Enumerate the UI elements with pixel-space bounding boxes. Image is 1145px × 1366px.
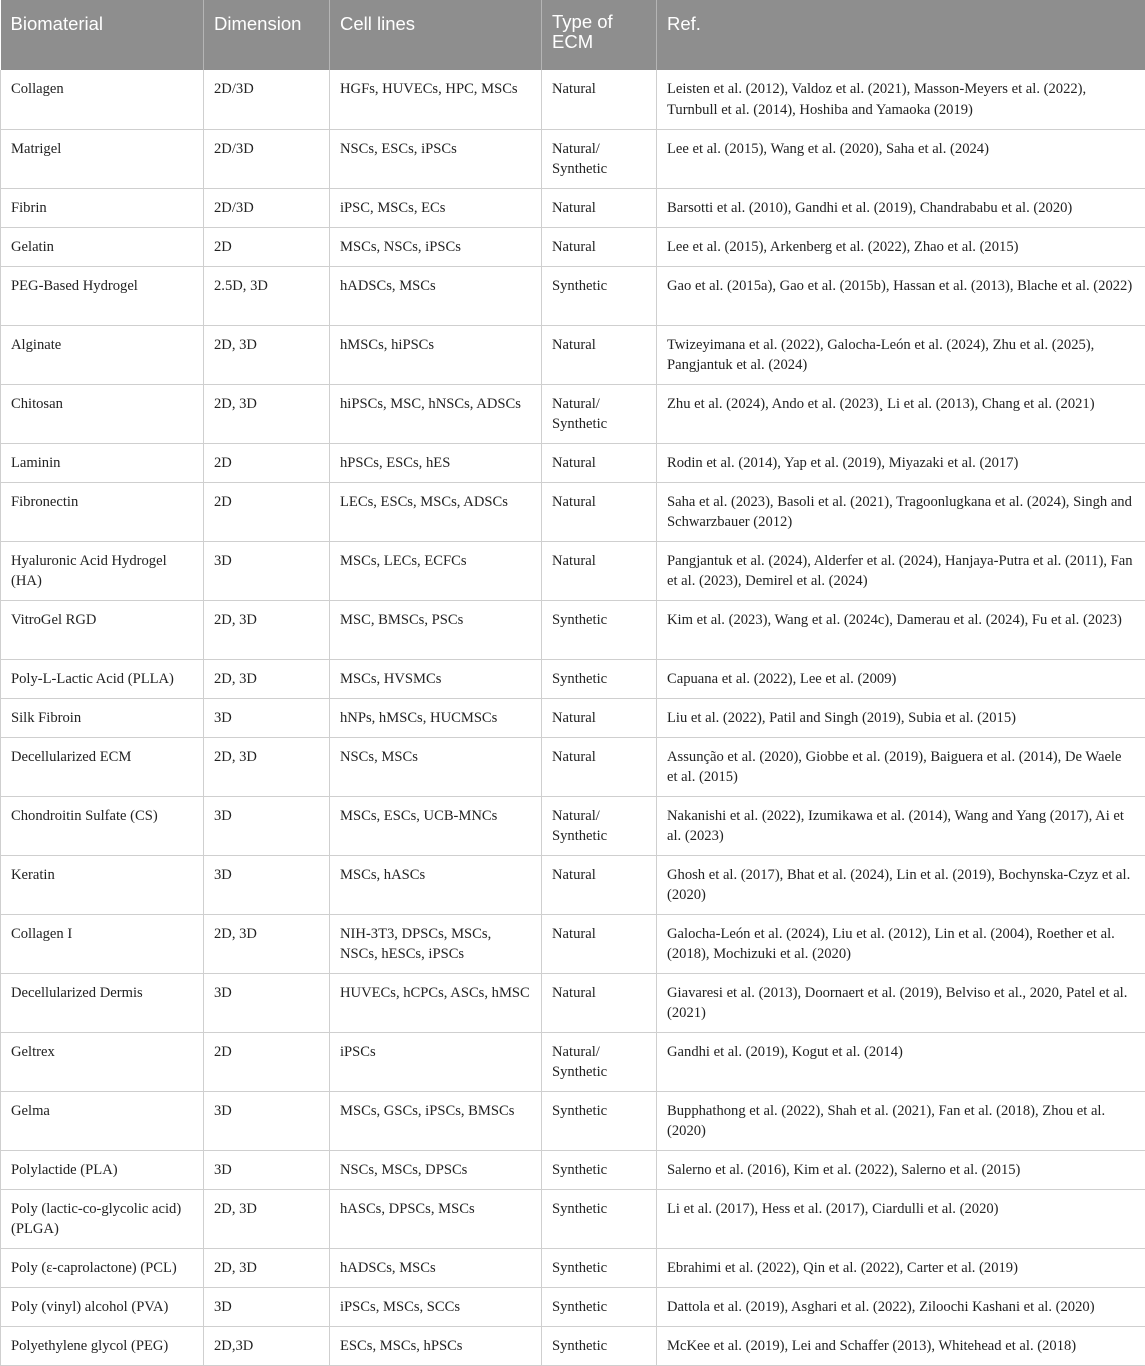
cell-biomaterial: Polylactide (PLA) <box>1 1150 204 1189</box>
cell-cell-lines: hPSCs, ESCs, hES <box>330 443 542 482</box>
table-body <box>1 70 1145 1365</box>
cell-ref: Twizeyimana et al. (2022), Galocha-León et al. (2024), Zhu et al. (2025), Pangjantuk et al. (2024) <box>657 325 1145 384</box>
cell-biomaterial: Gelatin <box>1 227 204 266</box>
cell-type-of-ecm: Synthetic <box>542 600 657 659</box>
cell-type-of-ecm: Synthetic <box>542 266 657 325</box>
header-type-of-ecm: Type of ECM <box>542 0 657 70</box>
cell-biomaterial: Fibrin <box>1 188 204 227</box>
table-row <box>1 737 1145 796</box>
cell-type-of-ecm: Synthetic <box>542 659 657 698</box>
cell-type-of-ecm: Natural/ Synthetic <box>542 129 657 188</box>
cell-dimension: 3D <box>204 796 330 855</box>
header-dimension: Dimension <box>204 0 330 70</box>
cell-cell-lines: hiPSCs, MSC, hNSCs, ADSCs <box>330 384 542 443</box>
cell-cell-lines: HUVECs, hCPCs, ASCs, hMSC <box>330 973 542 1032</box>
cell-cell-lines: hNPs, hMSCs, HUCMSCs <box>330 698 542 737</box>
cell-type-of-ecm: Natural/ Synthetic <box>542 1032 657 1091</box>
cell-cell-lines: ESCs, MSCs, hPSCs <box>330 1326 542 1365</box>
cell-biomaterial: Collagen I <box>1 914 204 973</box>
cell-type-of-ecm: Natural <box>542 482 657 541</box>
cell-biomaterial: Poly-L-Lactic Acid (PLLA) <box>1 659 204 698</box>
cell-ref: Kim et al. (2023), Wang et al. (2024c), Damerau et al. (2024), Fu et al. (2023) <box>657 600 1145 659</box>
cell-biomaterial: Decellularized ECM <box>1 737 204 796</box>
cell-ref: Ebrahimi et al. (2022), Qin et al. (2022), Carter et al. (2019) <box>657 1248 1145 1287</box>
cell-ref: Liu et al. (2022), Patil and Singh (2019), Subia et al. (2015) <box>657 698 1145 737</box>
cell-type-of-ecm: Natural/ Synthetic <box>542 384 657 443</box>
cell-ref: Gao et al. (2015a), Gao et al. (2015b), Hassan et al. (2013), Blache et al. (2022) <box>657 266 1145 325</box>
cell-ref: Galocha-León et al. (2024), Liu et al. (2012), Lin et al. (2004), Roether et al. (2018), Mochizuki et al. (2020) <box>657 914 1145 973</box>
cell-dimension: 2D/3D <box>204 129 330 188</box>
table-row <box>1 659 1145 698</box>
cell-dimension: 2D,3D <box>204 1326 330 1365</box>
cell-dimension: 3D <box>204 973 330 1032</box>
cell-cell-lines: iPSC, MSCs, ECs <box>330 188 542 227</box>
table-row <box>1 698 1145 737</box>
cell-biomaterial: Poly (lactic-co-glycolic acid) (PLGA) <box>1 1189 204 1248</box>
cell-ref: Ghosh et al. (2017), Bhat et al. (2024), Lin et al. (2019), Bochynska-Czyz et al. (2020) <box>657 855 1145 914</box>
cell-biomaterial: Fibronectin <box>1 482 204 541</box>
cell-ref: Rodin et al. (2014), Yap et al. (2019), Miyazaki et al. (2017) <box>657 443 1145 482</box>
cell-type-of-ecm: Natural <box>542 541 657 600</box>
cell-cell-lines: hADSCs, MSCs <box>330 266 542 325</box>
cell-cell-lines: iPSCs <box>330 1032 542 1091</box>
cell-ref: Saha et al. (2023), Basoli et al. (2021), Tragoonlugkana et al. (2024), Singh and Schwarzbauer (2012) <box>657 482 1145 541</box>
cell-biomaterial: Geltrex <box>1 1032 204 1091</box>
cell-cell-lines: NIH-3T3, DPSCs, MSCs, NSCs, hESCs, iPSCs <box>330 914 542 973</box>
cell-type-of-ecm: Natural <box>542 188 657 227</box>
cell-biomaterial: VitroGel RGD <box>1 600 204 659</box>
cell-dimension: 2D <box>204 443 330 482</box>
header-row <box>1 0 1145 70</box>
cell-cell-lines: MSCs, GSCs, iPSCs, BMSCs <box>330 1091 542 1150</box>
cell-ref: Assunção et al. (2020), Giobbe et al. (2019), Baiguera et al. (2014), De Waele et al. (2015) <box>657 737 1145 796</box>
cell-type-of-ecm: Natural <box>542 973 657 1032</box>
cell-dimension: 2D, 3D <box>204 325 330 384</box>
cell-type-of-ecm: Synthetic <box>542 1248 657 1287</box>
cell-type-of-ecm: Natural <box>542 70 657 129</box>
cell-dimension: 2D <box>204 227 330 266</box>
cell-ref: Lee et al. (2015), Arkenberg et al. (2022), Zhao et al. (2015) <box>657 227 1145 266</box>
cell-biomaterial: Alginate <box>1 325 204 384</box>
cell-biomaterial: Chitosan <box>1 384 204 443</box>
cell-ref: Lee et al. (2015), Wang et al. (2020), Saha et al. (2024) <box>657 129 1145 188</box>
cell-cell-lines: NSCs, ESCs, iPSCs <box>330 129 542 188</box>
cell-cell-lines: MSC, BMSCs, PSCs <box>330 600 542 659</box>
cell-type-of-ecm: Synthetic <box>542 1091 657 1150</box>
cell-ref: Gandhi et al. (2019), Kogut et al. (2014) <box>657 1032 1145 1091</box>
cell-biomaterial: Collagen <box>1 70 204 129</box>
cell-type-of-ecm: Natural <box>542 227 657 266</box>
cell-ref: Dattola et al. (2019), Asghari et al. (2022), Ziloochi Kashani et al. (2020) <box>657 1287 1145 1326</box>
cell-type-of-ecm: Natural <box>542 737 657 796</box>
cell-ref: McKee et al. (2019), Lei and Schaffer (2013), Whitehead et al. (2018) <box>657 1326 1145 1365</box>
cell-biomaterial: Keratin <box>1 855 204 914</box>
cell-cell-lines: hMSCs, hiPSCs <box>330 325 542 384</box>
cell-biomaterial: Matrigel <box>1 129 204 188</box>
cell-dimension: 3D <box>204 541 330 600</box>
table-row <box>1 973 1145 1032</box>
cell-dimension: 2D, 3D <box>204 737 330 796</box>
cell-ref: Nakanishi et al. (2022), Izumikawa et al. (2014), Wang and Yang (2017), Ai et al. (2023) <box>657 796 1145 855</box>
cell-type-of-ecm: Natural <box>542 443 657 482</box>
cell-ref: Capuana et al. (2022), Lee et al. (2009) <box>657 659 1145 698</box>
cell-type-of-ecm: Natural <box>542 698 657 737</box>
cell-dimension: 2.5D, 3D <box>204 266 330 325</box>
cell-dimension: 3D <box>204 855 330 914</box>
cell-biomaterial: Poly (vinyl) alcohol (PVA) <box>1 1287 204 1326</box>
table-row <box>1 482 1145 541</box>
cell-biomaterial: Decellularized Dermis <box>1 973 204 1032</box>
table-row <box>1 1287 1145 1326</box>
cell-ref: Barsotti et al. (2010), Gandhi et al. (2019), Chandrababu et al. (2020) <box>657 188 1145 227</box>
cell-ref: Pangjantuk et al. (2024), Alderfer et al. (2024), Hanjaya-Putra et al. (2011), Fan et al. (2023), Demirel et al. (2024) <box>657 541 1145 600</box>
cell-dimension: 3D <box>204 1150 330 1189</box>
table-row <box>1 541 1145 600</box>
cell-dimension: 3D <box>204 698 330 737</box>
cell-dimension: 2D, 3D <box>204 914 330 973</box>
header-cell-lines: Cell lines <box>330 0 542 70</box>
cell-type-of-ecm: Natural <box>542 855 657 914</box>
table-row <box>1 443 1145 482</box>
cell-biomaterial: Polyethylene glycol (PEG) <box>1 1326 204 1365</box>
table-row <box>1 188 1145 227</box>
table-row <box>1 227 1145 266</box>
cell-cell-lines: MSCs, LECs, ECFCs <box>330 541 542 600</box>
header-biomaterial: Biomaterial <box>1 0 204 70</box>
cell-biomaterial: Gelma <box>1 1091 204 1150</box>
cell-cell-lines: MSCs, NSCs, iPSCs <box>330 227 542 266</box>
cell-dimension: 2D <box>204 1032 330 1091</box>
cell-ref: Zhu et al. (2024), Ando et al. (2023)¸ Li et al. (2013), Chang et al. (2021) <box>657 384 1145 443</box>
table-row <box>1 796 1145 855</box>
cell-dimension: 2D, 3D <box>204 384 330 443</box>
cell-dimension: 3D <box>204 1091 330 1150</box>
table-row <box>1 384 1145 443</box>
cell-type-of-ecm: Natural <box>542 325 657 384</box>
cell-dimension: 2D, 3D <box>204 600 330 659</box>
cell-ref: Bupphathong et al. (2022), Shah et al. (2021), Fan et al. (2018), Zhou et al. (2020) <box>657 1091 1145 1150</box>
cell-cell-lines: iPSCs, MSCs, SCCs <box>330 1287 542 1326</box>
table-row <box>1 70 1145 129</box>
table-row <box>1 855 1145 914</box>
table-row <box>1 914 1145 973</box>
cell-biomaterial: Chondroitin Sulfate (CS) <box>1 796 204 855</box>
cell-cell-lines: MSCs, ESCs, UCB-MNCs <box>330 796 542 855</box>
table-row <box>1 1189 1145 1248</box>
cell-type-of-ecm: Synthetic <box>542 1287 657 1326</box>
cell-dimension: 3D <box>204 1287 330 1326</box>
table-row <box>1 325 1145 384</box>
cell-cell-lines: hASCs, DPSCs, MSCs <box>330 1189 542 1248</box>
cell-biomaterial: Hyaluronic Acid Hydrogel (HA) <box>1 541 204 600</box>
table-row <box>1 1326 1145 1365</box>
cell-dimension: 2D, 3D <box>204 659 330 698</box>
cell-cell-lines: NSCs, MSCs, DPSCs <box>330 1150 542 1189</box>
table-header <box>1 0 1145 70</box>
cell-cell-lines: HGFs, HUVECs, HPC, MSCs <box>330 70 542 129</box>
cell-ref: Leisten et al. (2012), Valdoz et al. (2021), Masson-Meyers et al. (2022), Turnbull et al. (2014), Hoshiba and Yamaoka (2019) <box>657 70 1145 129</box>
cell-dimension: 2D/3D <box>204 70 330 129</box>
cell-type-of-ecm: Natural <box>542 914 657 973</box>
cell-cell-lines: MSCs, hASCs <box>330 855 542 914</box>
cell-ref: Giavaresi et al. (2013), Doornaert et al. (2019), Belviso et al., 2020, Patel et al. (2021) <box>657 973 1145 1032</box>
cell-cell-lines: hADSCs, MSCs <box>330 1248 542 1287</box>
cell-dimension: 2D, 3D <box>204 1189 330 1248</box>
cell-type-of-ecm: Synthetic <box>542 1189 657 1248</box>
cell-cell-lines: NSCs, MSCs <box>330 737 542 796</box>
cell-dimension: 2D <box>204 482 330 541</box>
table-row <box>1 1150 1145 1189</box>
cell-ref: Li et al. (2017), Hess et al. (2017), Ciardulli et al. (2020) <box>657 1189 1145 1248</box>
cell-type-of-ecm: Synthetic <box>542 1150 657 1189</box>
table-row <box>1 266 1145 325</box>
cell-biomaterial: PEG-Based Hydrogel <box>1 266 204 325</box>
header-ref: Ref. <box>657 0 1145 70</box>
cell-biomaterial: Poly (ε-caprolactone) (PCL) <box>1 1248 204 1287</box>
cell-biomaterial: Silk Fibroin <box>1 698 204 737</box>
cell-biomaterial: Laminin <box>1 443 204 482</box>
table-row <box>1 1032 1145 1091</box>
cell-cell-lines: MSCs, HVSMCs <box>330 659 542 698</box>
cell-cell-lines: LECs, ESCs, MSCs, ADSCs <box>330 482 542 541</box>
cell-type-of-ecm: Synthetic <box>542 1326 657 1365</box>
cell-dimension: 2D, 3D <box>204 1248 330 1287</box>
table-row <box>1 600 1145 659</box>
table-row <box>1 1091 1145 1150</box>
table-row <box>1 1248 1145 1287</box>
cell-ref: Salerno et al. (2016), Kim et al. (2022), Salerno et al. (2015) <box>657 1150 1145 1189</box>
table-row <box>1 129 1145 188</box>
cell-dimension: 2D/3D <box>204 188 330 227</box>
cell-type-of-ecm: Natural/ Synthetic <box>542 796 657 855</box>
